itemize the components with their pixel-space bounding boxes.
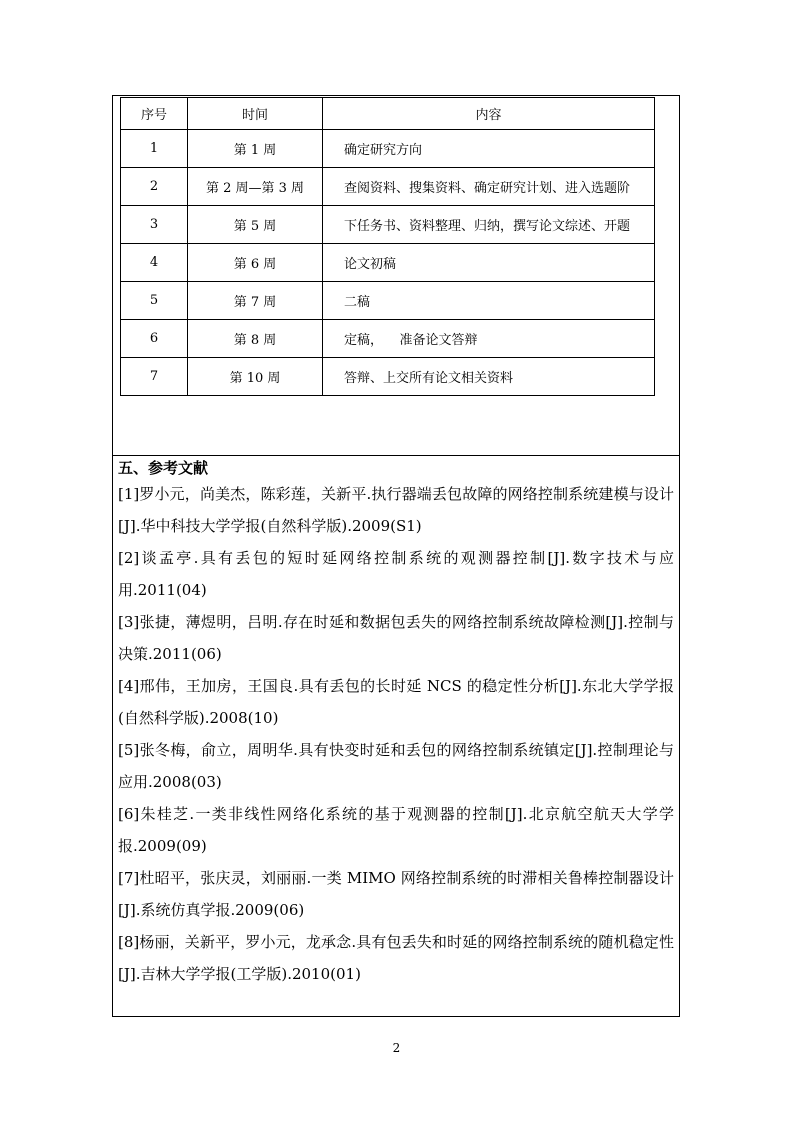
cell-time: 第 2 周—第 3 周 — [188, 168, 323, 206]
schedule-table — [120, 97, 655, 396]
table-row — [121, 130, 655, 168]
table-header-row — [121, 98, 655, 130]
cell-content: 答辩、上交所有论文相关资料 — [323, 358, 655, 396]
section-divider — [113, 455, 679, 456]
cell-time: 第 1 周 — [188, 130, 323, 168]
table-row — [121, 168, 655, 206]
table-row — [121, 358, 655, 396]
cell-seq: 1 — [121, 130, 188, 168]
reference-item: [7]杜昭平，张庆灵，刘丽丽.一类 MIMO 网络控制系统的时滞相关鲁棒控制器设计[J].系统仿真学报.2009(06) — [118, 869, 674, 919]
cell-seq: 7 — [121, 358, 188, 396]
form-frame — [112, 95, 680, 1017]
cell-time: 第 7 周 — [188, 282, 323, 320]
reference-item: [1]罗小元，尚美杰，陈彩莲，关新平.执行器端丢包故障的网络控制系统建模与设计[J].华中科技大学学报(自然科学版).2009(S1) — [118, 485, 674, 535]
table-row — [121, 206, 655, 244]
reference-item: [3]张捷，薄煜明，吕明.存在时延和数据包丢失的网络控制系统故障检测[J].控制与决策.2011(06) — [118, 613, 674, 663]
cell-content: 查阅资料、搜集资料、确定研究计划、进入选题阶 — [323, 168, 655, 206]
cell-time: 第 6 周 — [188, 244, 323, 282]
cell-seq: 5 — [121, 282, 188, 320]
table-row — [121, 282, 655, 320]
reference-item: [4]邢伟，王加房，王国良.具有丢包的长时延 NCS 的稳定性分析[J].东北大学学报(自然科学版).2008(10) — [118, 677, 674, 727]
cell-content: 二稿 — [323, 282, 655, 320]
reference-item: [6]朱桂芝.一类非线性网络化系统的基于观测器的控制[J].北京航空航天大学学报.2009(09) — [118, 805, 674, 855]
header-content: 内容 — [323, 98, 655, 130]
cell-seq: 6 — [121, 320, 188, 358]
reference-item: [2]谈孟亭.具有丢包的短时延网络控制系统的观测器控制[J].数字技术与应用.2011(04) — [118, 549, 674, 599]
cell-seq: 3 — [121, 206, 188, 244]
cell-content: 论文初稿 — [323, 244, 655, 282]
header-seq: 序号 — [121, 98, 188, 130]
cell-time: 第 8 周 — [188, 320, 323, 358]
cell-time: 第 5 周 — [188, 206, 323, 244]
cell-content: 定稿， 准备论文答辩 — [323, 320, 655, 358]
cell-content: 下任务书、资料整理、归纳，撰写论文综述、开题 — [323, 206, 655, 244]
cell-seq: 2 — [121, 168, 188, 206]
table-row — [121, 244, 655, 282]
cell-time: 第 10 周 — [188, 358, 323, 396]
page-number: 2 — [392, 1041, 401, 1055]
cell-content: 确定研究方向 — [323, 130, 655, 168]
header-time: 时间 — [188, 98, 323, 130]
reference-item: [8]杨丽，关新平，罗小元，龙承念.具有包丢失和时延的网络控制系统的随机稳定性[J].吉林大学学报(工学版).2010(01) — [118, 933, 674, 983]
references-heading: 五、参考文献 — [118, 459, 209, 477]
table-row — [121, 320, 655, 358]
reference-item: [5]张冬梅，俞立，周明华.具有快变时延和丢包的网络控制系统镇定[J].控制理论与应用.2008(03) — [118, 741, 674, 791]
cell-seq: 4 — [121, 244, 188, 282]
references-section — [118, 458, 674, 990]
